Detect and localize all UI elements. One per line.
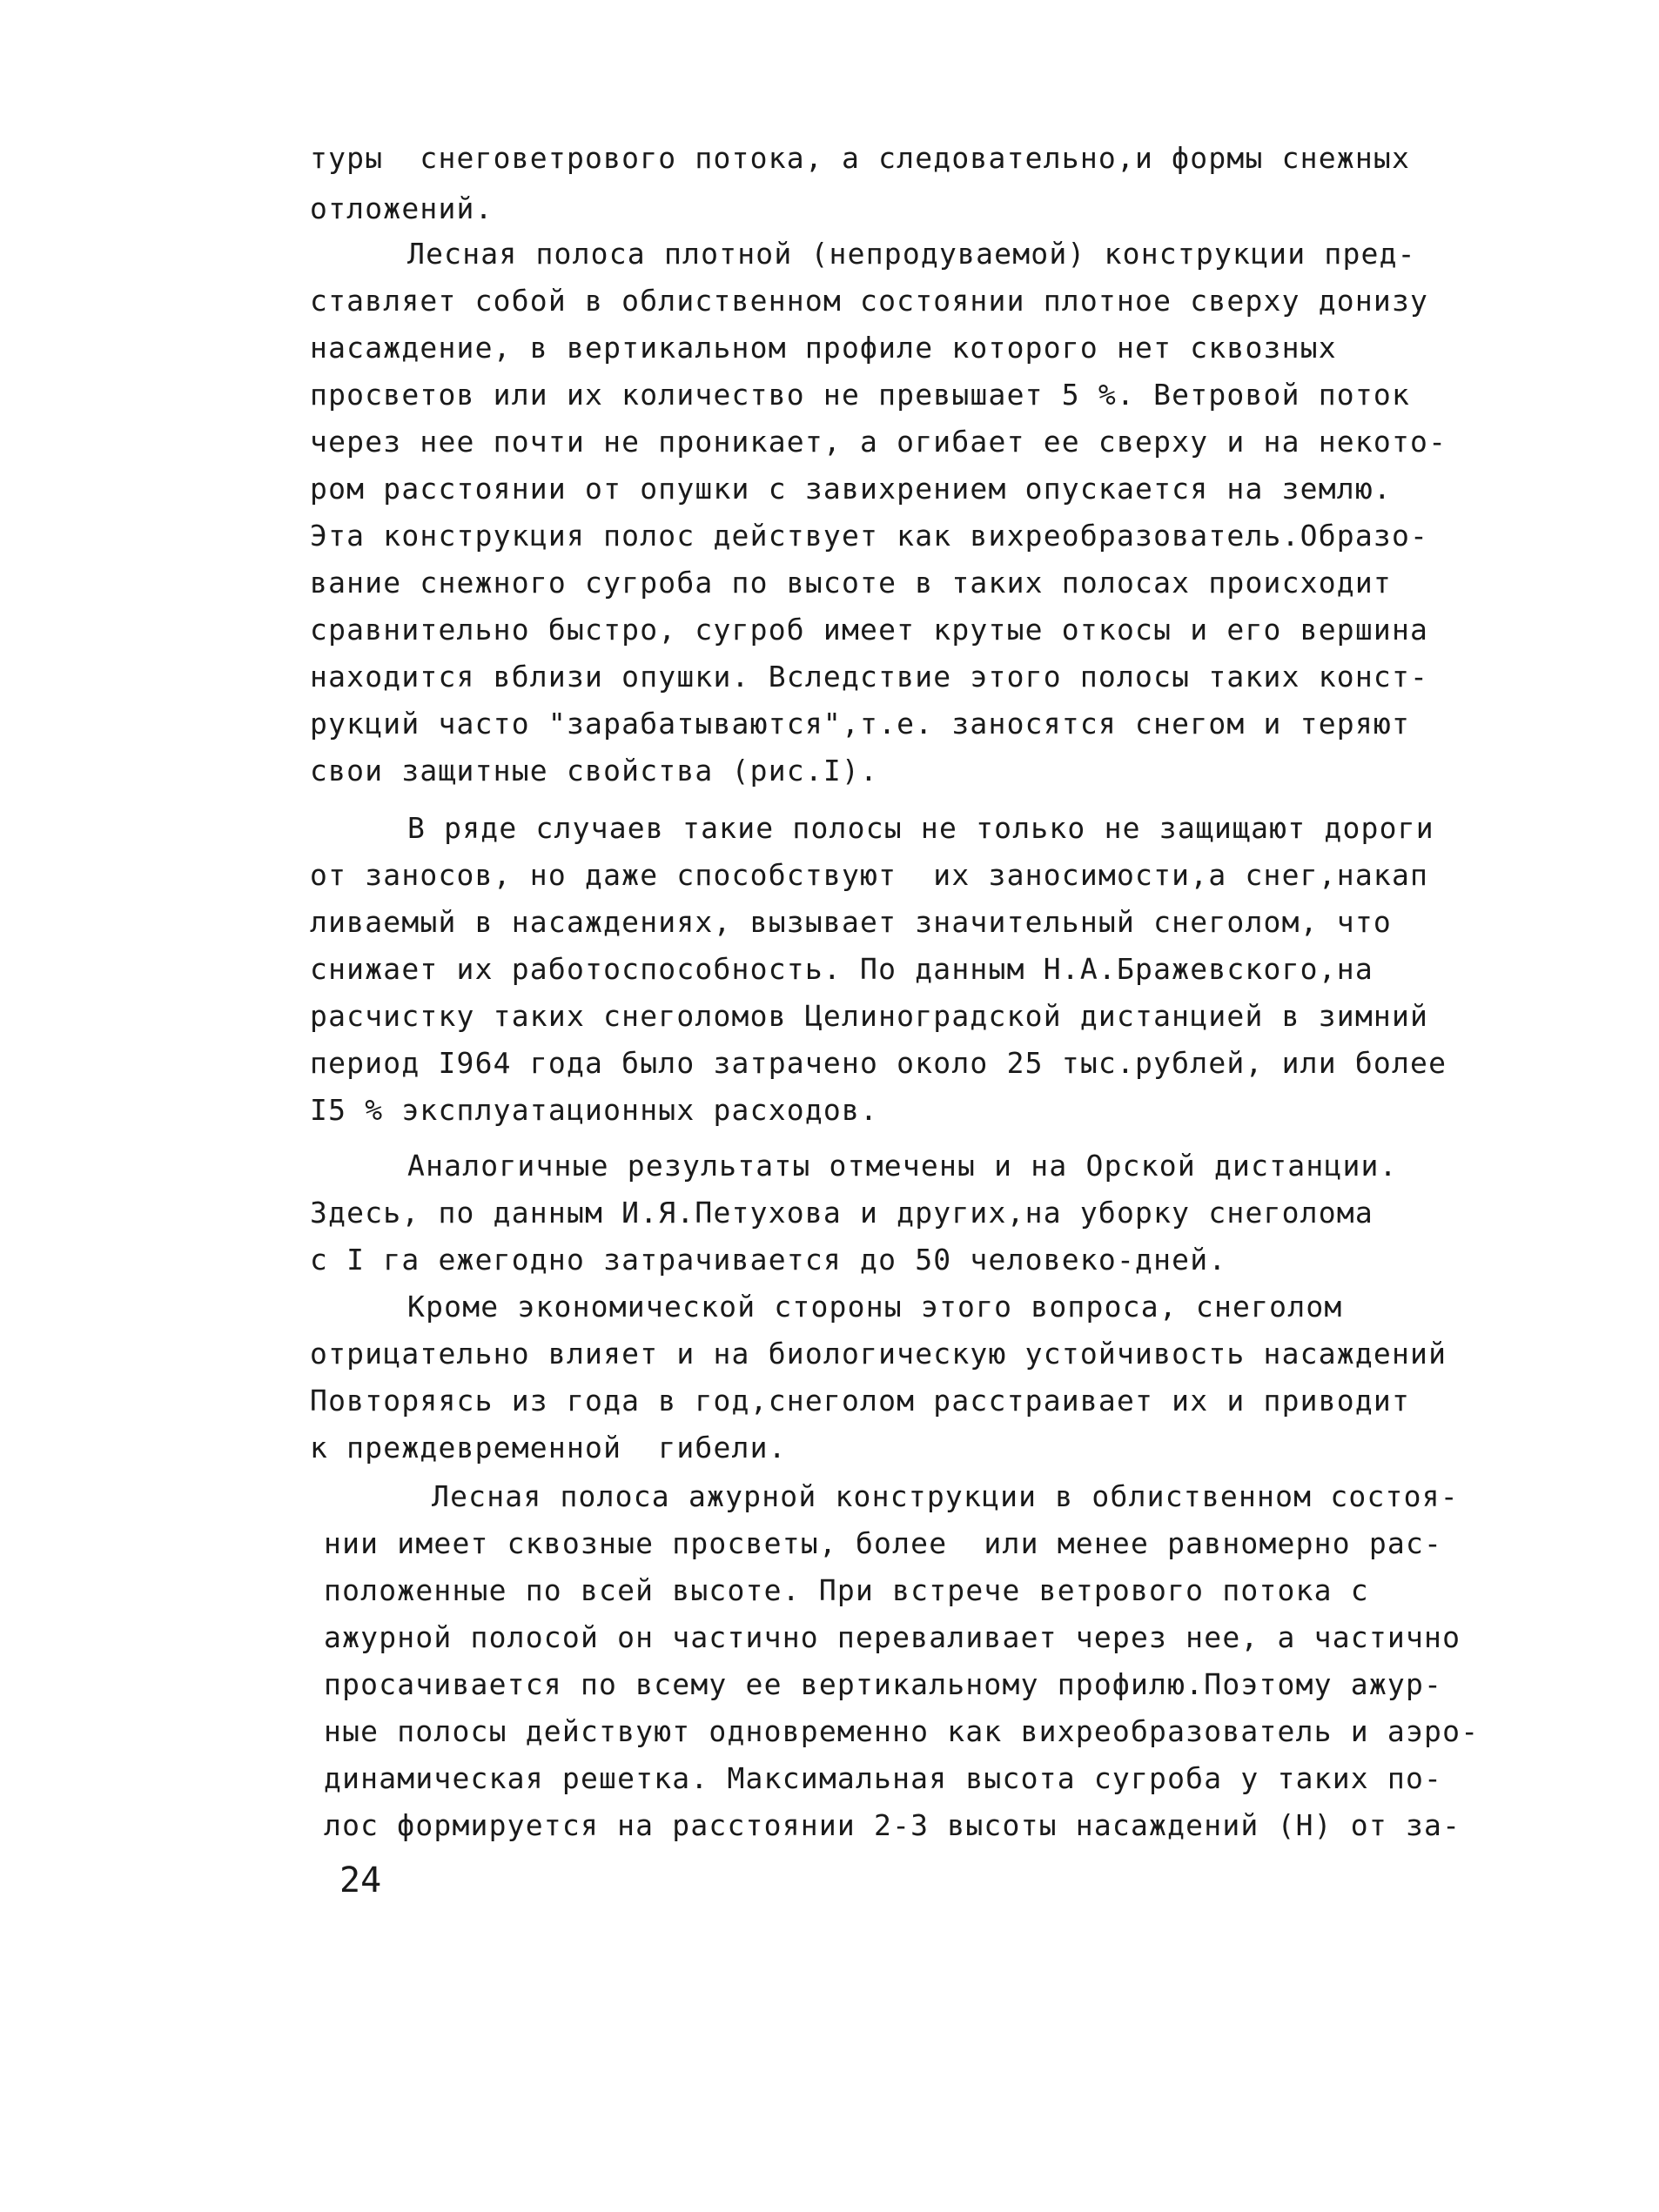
text-line: I5 % эксплуатационных расходов. [310, 1093, 879, 1127]
page-number: 24 [339, 1860, 382, 1900]
text-line: с I га ежегодно затрачивается до 50 человеко-дней. [310, 1243, 1227, 1277]
text-line: просветов или их количество не превышает 5 %. Ветровой поток [310, 378, 1411, 412]
text-line: отрицательно влияет и на биологическую устойчивость насаждений [310, 1337, 1447, 1371]
text-line: просачивается по всему ее вертикальному профилю.Поэтому ажур- [324, 1667, 1443, 1701]
text-line: находится вблизи опушки. Вследствие этого полосы таких конст- [310, 660, 1429, 694]
text-line: лос формируется на расстоянии 2-3 высоты насаждений (Н) от за- [324, 1808, 1461, 1842]
text-line: через нее почти не проникает, а огибает ее сверху и на некото- [310, 425, 1447, 459]
text-line: сравнительно быстро, сугроб имеет крутые откосы и его вершина [310, 613, 1429, 647]
text-line: ром расстоянии от опушки с завихрением опускается на землю. [310, 472, 1392, 506]
text-line: ставляет собой в облиственном состоянии плотное сверху донизу [310, 284, 1429, 318]
text-line: Кроме экономической стороны этого вопроса, снеголом [407, 1290, 1343, 1324]
text-line: рукций часто "зарабатываются",т.е. заносятся снегом и теряют [310, 707, 1411, 741]
text-line: ные полосы действуют одновременно как вихреобразователь и аэро- [324, 1714, 1480, 1748]
text-line: нии имеет сквозные просветы, более или менее равномерно рас- [324, 1526, 1443, 1560]
text-line: вание снежного сугроба по высоте в таких полосах происходит [310, 566, 1392, 600]
text-line: ажурной полосой он частично переваливает через нее, а частично [324, 1620, 1461, 1654]
text-line: к преждевременной гибели. [310, 1431, 787, 1465]
text-line: Повторяясь из года в год,снеголом расстраивает их и приводит [310, 1384, 1411, 1418]
text-line: Лесная полоса плотной (непродуваемой) конструкции пред- [407, 237, 1416, 271]
text-line: отложений. [310, 191, 494, 225]
text-line: насаждение, в вертикальном профиле которого нет сквозных [310, 331, 1337, 365]
text-line: Здесь, по данным И.Я.Петухова и других,на уборку снеголома [310, 1196, 1374, 1230]
text-line: Эта конструкция полос действует как вихреобразователь.Образо- [310, 519, 1429, 553]
text-line: снижает их работоспособность. По данным Н.А.Бражевского,на [310, 952, 1374, 986]
text-line: свои защитные свойства (рис.I). [310, 754, 879, 788]
text-line: Лесная полоса ажурной конструкции в облиственном состоя- [432, 1479, 1459, 1513]
text-line: ливаемый в насаждениях, вызывает значительный снеголом, что [310, 905, 1392, 939]
text-line: туры снеговетрового потока, а следовательно,и формы снежных [310, 141, 1411, 175]
text-line: период I964 года было затрачено около 25 тыс.рублей, или более [310, 1046, 1447, 1080]
text-line: положенные по всей высоте. При встрече ветрового потока с [324, 1573, 1369, 1607]
text-line: динамическая решетка. Максимальная высота сугроба у таких по- [324, 1761, 1443, 1795]
text-line: от заносов, но даже способствуют их заносимости,а снег,накап [310, 858, 1429, 892]
text-line: расчистку таких снеголомов Целиноградской дистанцией в зимний [310, 999, 1429, 1033]
text-line: В ряде случаев такие полосы не только не защищают дороги [407, 811, 1434, 845]
text-line: Аналогичные результаты отмечены и на Орской дистанции. [407, 1149, 1398, 1183]
